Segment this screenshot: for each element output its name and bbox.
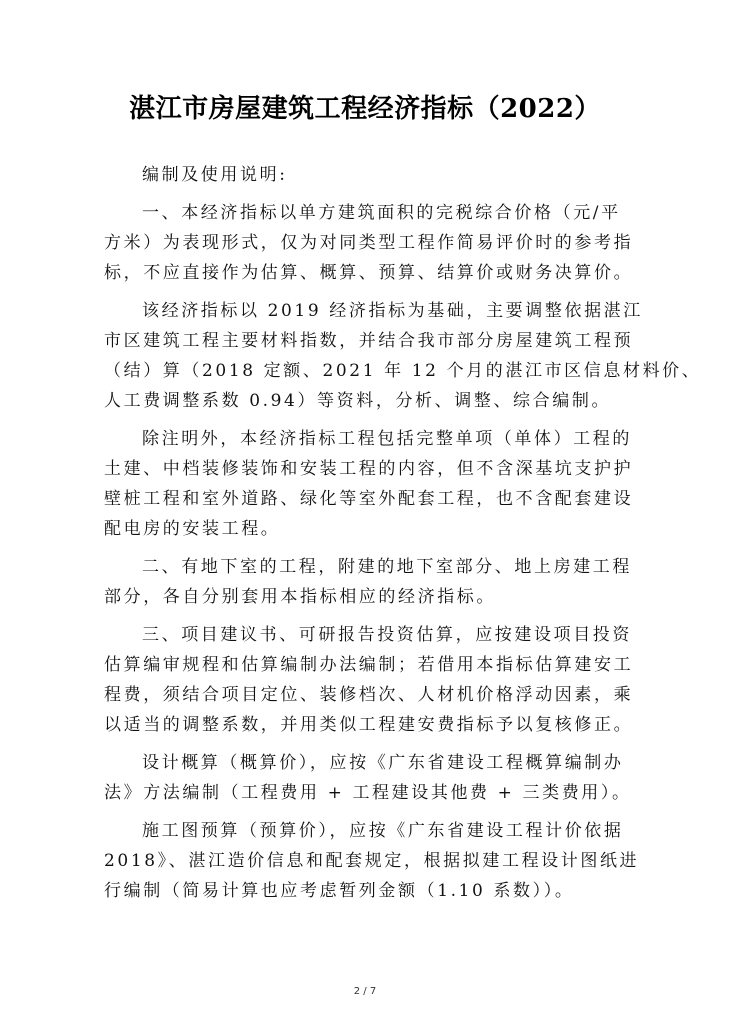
text-line: 标，不应直接作为估算、概算、预算、结算价或财务决算价。 <box>104 263 634 283</box>
paragraph <box>104 552 644 612</box>
text-line: 土建、中档装修装饰和安装工程的内容，但不含深基坑支护护 <box>104 459 634 479</box>
text-line: 人工费调整系数 0.94）等资料，分析、调整、综合编制。 <box>104 391 612 411</box>
paragraph <box>104 424 644 544</box>
text-line: 部分，各自分别套用本指标相应的经济指标。 <box>104 587 496 607</box>
paragraph <box>104 620 644 740</box>
document-body <box>104 160 702 914</box>
page-number: 2 / 7 <box>353 986 377 997</box>
paragraph <box>104 160 644 190</box>
text-line: 法》方法编制（工程费用 + 工程建设其他费 + 三类费用）。 <box>104 783 632 803</box>
paragraph <box>104 296 702 416</box>
text-line: 2018》、湛江造价信息和配套规定，根据拟建工程设计图纸进 <box>104 851 640 871</box>
text-line: 方米）为表现形式，仅为对同类型工程作简易评价时的参考指 <box>104 233 634 253</box>
document-title: 湛江市房屋建筑工程经济指标（2022） <box>129 94 601 124</box>
text-line: 施工图预算（预算价），应按《广东省建设工程计价依据 <box>142 821 624 841</box>
text-line: 配电房的安装工程。 <box>104 519 281 539</box>
text-line: 除注明外，本经济指标工程包括完整单项（单体）工程的 <box>142 429 632 449</box>
text-line: 一、本经济指标以单方建筑面积的完税综合价格（元/平 <box>142 203 621 223</box>
text-line: 该经济指标以 2019 经济指标为基础，主要调整依据湛江 <box>142 301 643 321</box>
text-line: 估算编审规程和估算编制办法编制；若借用本指标估算建安工 <box>104 655 634 675</box>
paragraph <box>104 816 644 906</box>
paragraph <box>104 198 644 288</box>
text-line: 壁桩工程和室外道路、绿化等室外配套工程，也不含配套建设 <box>104 489 634 509</box>
text-line: 三、项目建议书、可研报告投资估算，应按建设项目投资 <box>142 625 632 645</box>
text-line: 二、有地下室的工程，附建的地下室部分、地上房建工程 <box>142 557 632 577</box>
paragraph <box>104 748 644 808</box>
text-line: 以适当的调整系数，并用类似工程建安费指标予以复核修正。 <box>104 715 634 735</box>
text-line: 行编制（简易计算也应考虑暂列金额（1.10 系数））。 <box>104 881 575 901</box>
text-line: 程费，须结合项目定位、装修档次、人材机价格浮动因素，乘 <box>104 685 634 705</box>
text-line: 编制及使用说明: <box>142 165 288 185</box>
text-line: 设计概算（概算价），应按《广东省建设工程概算编制办 <box>142 753 624 773</box>
text-line: 市区建筑工程主要材料指数，并结合我市部分房屋建筑工程预 <box>104 331 634 351</box>
text-line: （结）算（2018 定额、2021 年 12 个月的湛江市区信息材料价、 <box>104 361 702 381</box>
